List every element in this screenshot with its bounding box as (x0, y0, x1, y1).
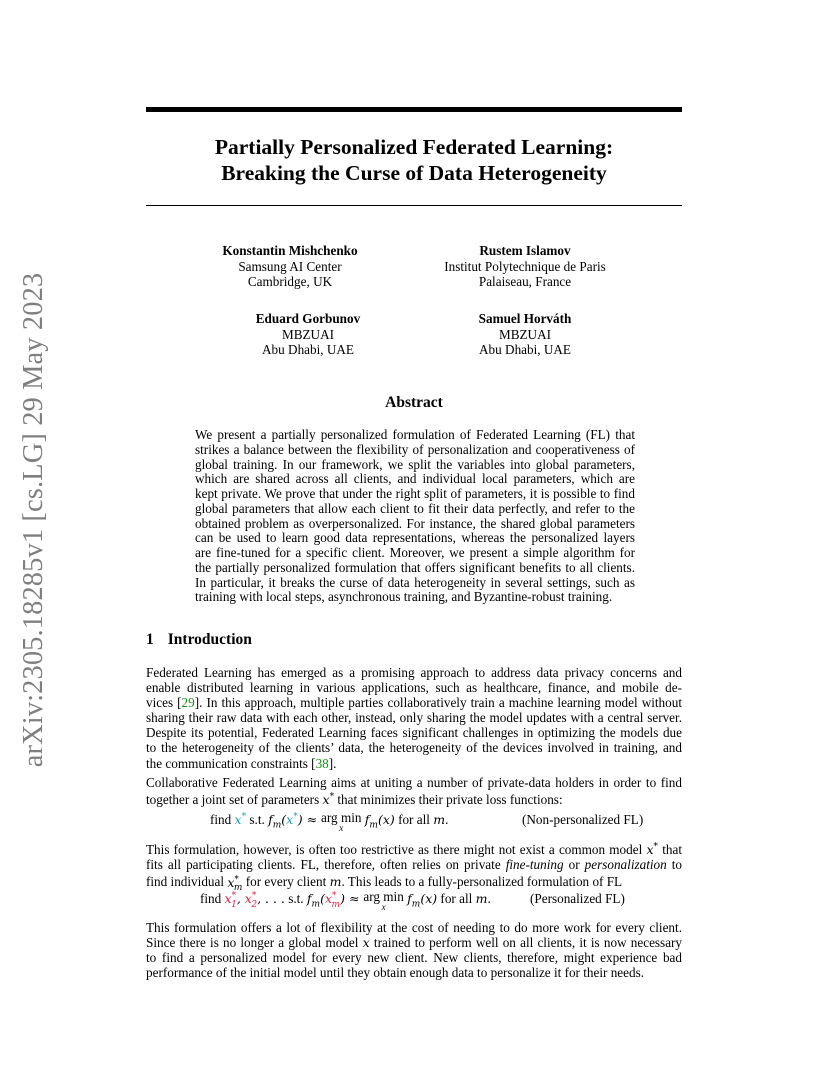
text-line: enable distributed learning in various applications, such as healthcare, finance, and mobile de- (146, 680, 682, 696)
paper-title (146, 134, 682, 186)
author-block (445, 311, 605, 358)
text-span: ]. In this approach, multiple parties collaboratively train a machine learning model without (194, 695, 682, 711)
eq-text: arg min (321, 810, 362, 826)
text-span: together a joint set of parameters (146, 792, 320, 808)
title-top-rule (146, 107, 682, 112)
math-x-star: x* (322, 792, 335, 808)
title-bottom-rule (146, 205, 682, 206)
math-m: m (329, 874, 342, 890)
abstract-line: obtained problem as overpersonalized. For instance, the shared global parameters (195, 515, 635, 531)
math-x: x (362, 935, 370, 951)
text-span: trained to perform well on all clients, it is now necessary (373, 935, 683, 951)
text-span: ]. (328, 755, 337, 771)
equation-tag: (Personalized FL) (530, 891, 625, 906)
text-line: to the heterogeneity of the clients’ data, the heterogeneity of the devices involved in training, and (146, 740, 682, 756)
text-line: Collaborative Federated Learning aims at uniting a number of private-data holders in order to find (146, 775, 682, 790)
author-location: Palaiseau, France (478, 274, 572, 289)
text-span: . This leads to a fully-personalized formulation of FL (341, 874, 623, 890)
text-span: that minimizes their private loss functions: (337, 792, 563, 808)
abstract-line: the partially personalized formulation that offers significant benefits to all clients. (195, 559, 635, 575)
abstract-line: which are shared across all clients, and individual local parameters, which are (195, 471, 635, 487)
eq-text: find (200, 891, 222, 907)
citation-link[interactable]: 29 (181, 695, 195, 711)
math-x-star: x* (646, 842, 659, 858)
abstract-line: training with local steps, asynchronous training, and Byzantine-robust training. (195, 589, 613, 605)
math-f-m: $f_m(x^*)$ ≈ (268, 812, 322, 831)
eq-text: arg min (363, 889, 404, 905)
text-line: performance of the initial model until they obtain enough data to personalize it for their needs. (146, 965, 645, 981)
text-span: for every client (245, 874, 327, 890)
author-location: Cambridge, UK (247, 274, 333, 289)
argmin-operator (363, 889, 404, 913)
section-title: Introduction (167, 631, 252, 648)
arxiv-id-text: arXiv:2305.18285v1 [cs.LG] 29 May 2023 (18, 272, 49, 768)
abstract-heading: Abstract (385, 394, 443, 411)
text-span: the communication constraints [ (146, 755, 316, 771)
eq-text: s.t. (249, 812, 265, 828)
author-affiliation: Samsung AI Center (238, 258, 342, 274)
emphasis: fine-tuning (505, 857, 564, 873)
equation-nonpersonalized: find x* s.t. $f_m(x^*)$ ≈ arg min x $f_m(x)$ for all m. (210, 810, 449, 834)
author-location: Abu Dhabi, UAE (479, 342, 571, 357)
math-f-m-x: $f_m(x)$ (407, 891, 438, 910)
math-f-m: $f_m(x^*_m)$ ≈ (306, 891, 364, 910)
math-f-m-x: $f_m(x)$ (364, 812, 395, 831)
author-location: Abu Dhabi, UAE (262, 342, 354, 357)
text-line: sharing their raw data with each other, instead, only sharing the model updates with a central server. (146, 710, 682, 726)
text-line (146, 695, 682, 710)
text-span: or (568, 857, 580, 873)
intro-paragraph-4 (146, 920, 682, 980)
text-span: This formulation, however, is often too restrictive as there might not exist a common model (146, 842, 643, 858)
intro-paragraph-2 (146, 775, 682, 807)
author-block (420, 243, 630, 290)
abstract-line: In particular, it breaks the curse of data heterogeneity in several settings, such as (195, 574, 635, 590)
text-span: Since there is no longer a global model (146, 935, 359, 951)
abstract-line: kept private. We prove that under the right split of parameters, it is possible to find (195, 486, 635, 501)
text-line (146, 756, 682, 771)
abstract-line: We present a partially personalized formulation of Federated Learning (FL) that (195, 427, 635, 442)
eq-subscript: x (339, 823, 344, 834)
text-line (146, 790, 682, 807)
author-name: Eduard Gorbunov (255, 311, 361, 326)
abstract-line: strikes a balance between the flexibility of personalization and cooperativeness of (195, 441, 635, 457)
abstract-line: can be used to learn good data representations, whereas the personalized layers (195, 530, 635, 546)
math-x-m-star: $x^*_m$ (227, 874, 243, 893)
argmin-operator (321, 810, 362, 834)
arxiv-stamp (10, 272, 58, 768)
title-line-1: Partially Personalized Federated Learning: (214, 135, 614, 159)
math-m: m (475, 891, 488, 907)
text-line (146, 857, 682, 872)
author-affiliation: MBZUAI (498, 326, 552, 342)
emphasis: personalization (584, 857, 667, 873)
author-name: Konstantin Mishchenko (222, 243, 358, 258)
eq-text: s.t. (288, 891, 304, 907)
text-line (146, 935, 682, 950)
text-span: find individual (146, 874, 225, 890)
text-span: that (662, 842, 683, 858)
abstract-line: global parameters that allow each client to fit their data perfectly, and refer to the (195, 500, 635, 516)
math-x-star: x* (234, 812, 247, 828)
text-line: Federated Learning has emerged as a promising approach to address data privacy concerns and (146, 665, 682, 680)
section-heading (146, 631, 252, 649)
title-line-2: Breaking the Curse of Data Heterogeneity (221, 161, 607, 185)
author-affiliation: MBZUAI (281, 326, 335, 342)
author-name: Rustem Islamov (479, 243, 571, 258)
math-m: m (433, 812, 446, 828)
text-span: to (671, 857, 683, 873)
text-line: to find a personalized model for every new client. New clients, therefore, might experience bad (146, 950, 682, 966)
abstract-line: are fine-tuned for a specific client. Moreover, we present a simple algorithm for (195, 545, 635, 560)
author-name: Samuel Horváth (478, 311, 572, 326)
author-block (200, 243, 380, 290)
abstract-line: global training. In our framework, we split the variables into global parameters, (195, 456, 635, 472)
author-block (228, 311, 388, 358)
math-x-list: $x^*_1$, $x^*_2$, . . . (224, 891, 285, 910)
equation-tag: (Non-personalized FL) (522, 812, 644, 827)
section-number: 1 (146, 631, 154, 648)
eq-text: for all (440, 891, 473, 907)
equation-personalized: find $x^*_1$, $x^*_2$, . . . s.t. $f_m(x^*_m)$ ≈ arg min x $f_m(x)$ for all m. (200, 889, 491, 913)
eq-subscript: x (381, 902, 386, 913)
intro-paragraph-1 (146, 665, 682, 771)
text-line: Despite its potential, Federated Learning faces significant challenges in optimizing the models due (146, 725, 682, 741)
text-span: vices [ (146, 695, 182, 711)
eq-text: find (210, 812, 232, 828)
author-affiliation: Institut Polytechnique de Paris (444, 258, 606, 274)
intro-paragraph-3 (146, 840, 682, 896)
eq-text: for all (398, 812, 430, 828)
citation-link[interactable]: 38 (315, 755, 329, 771)
text-span: fits all participating clients. FL, therefore, often relies on private (146, 857, 501, 873)
text-line: This formulation offers a lot of flexibility at the cost of needing to do more work for every client. (146, 920, 682, 935)
abstract-body (195, 428, 635, 605)
text-line (146, 840, 682, 857)
